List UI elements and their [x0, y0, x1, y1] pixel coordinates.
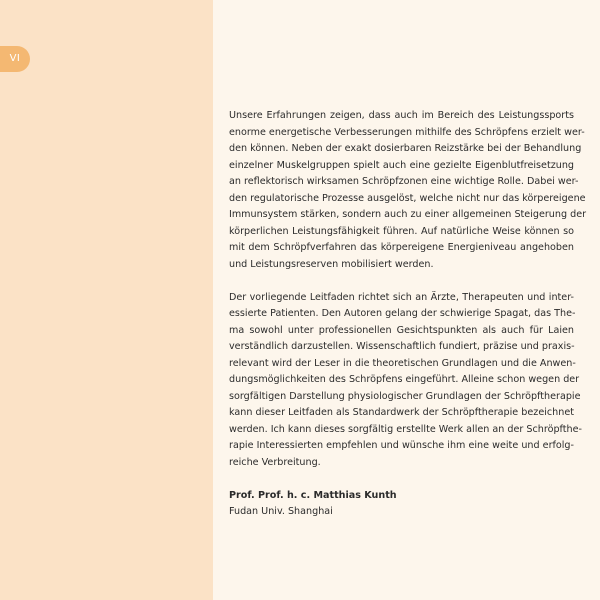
text-line: rapie Interessierten empfehlen und wünsche ihm eine weite und erfolg-: [229, 440, 574, 451]
text-line: sorgfältigen Darstellung physiologischer Grundlagen der Schröpftherapie: [229, 390, 581, 402]
text-line: Unsere Erfahrungen zeigen, dass auch im Bereich des Leistungssports: [229, 110, 574, 121]
text-line: und Leistungsreserven mobilisiert werden.: [229, 258, 434, 270]
text-line: den regulatorische Prozesse ausgelöst, welche nicht nur das körpereigene: [229, 192, 586, 204]
text-line: verständlich darzustellen. Wissenschaftlich fundiert, präzise und praxis-: [229, 341, 575, 352]
text-line: reiche Verbreitung.: [229, 456, 321, 468]
page-number-tab: [0, 46, 30, 72]
signature-affiliation: Fudan Univ. Shanghai: [229, 506, 333, 517]
text-line: kann dieser Leitfaden als Standardwerk der Schröpftherapie bezeichnet: [229, 407, 574, 418]
page-number: VI: [9, 53, 21, 64]
text-line: Der vorliegende Leitfaden richtet sich an Ärzte, Therapeuten und inter-: [229, 291, 574, 303]
text-line: dungsmöglichkeiten des Schröpfens eingeführt. Alleine schon wegen der: [229, 374, 580, 385]
text-line: essierte Patienten. Den Autoren gelang der schwierige Spagat, das The-: [229, 308, 576, 319]
text-line: einzelner Muskelgruppen spielt auch eine gezielte Eigenblutfreisetzung: [229, 159, 574, 171]
text-column: [229, 108, 587, 521]
signature: [229, 488, 574, 521]
text-line: an reflektorisch wirksamen Schröpfzonen eine wichtige Rolle. Dabei wer-: [229, 176, 579, 187]
margin-strip: [0, 0, 213, 600]
paragraph-1: [229, 108, 587, 273]
text-line: den können. Neben der exakt dosierbaren Reizstärke bei der Behandlung: [229, 143, 582, 154]
text-line: werden. Ich kann dieses sorgfältig erstellte Werk allen an der Schröpfthe-: [229, 423, 582, 435]
text-line: relevant wird der Leser in die theoretischen Grundlagen und die Anwen-: [229, 357, 576, 369]
text-line: mit dem Schröpfverfahren das körpereigene Energieniveau angehoben: [229, 242, 574, 253]
paragraph-2: [229, 290, 582, 472]
text-line: ma sowohl unter professionellen Gesichtspunkten als auch für Laien: [229, 324, 574, 336]
text-line: körperlichen Leistungsfähigkeit führen. Auf natürliche Weise können so: [229, 225, 574, 237]
text-line: enorme energetische Verbesserungen mithilfe des Schröpfens erzielt wer-: [229, 126, 585, 138]
text-line: Immunsystem stärken, sondern auch zu einer allgemeinen Steigerung der: [229, 209, 587, 220]
signature-name: Prof. Prof. h. c. Matthias Kunth: [229, 489, 397, 501]
